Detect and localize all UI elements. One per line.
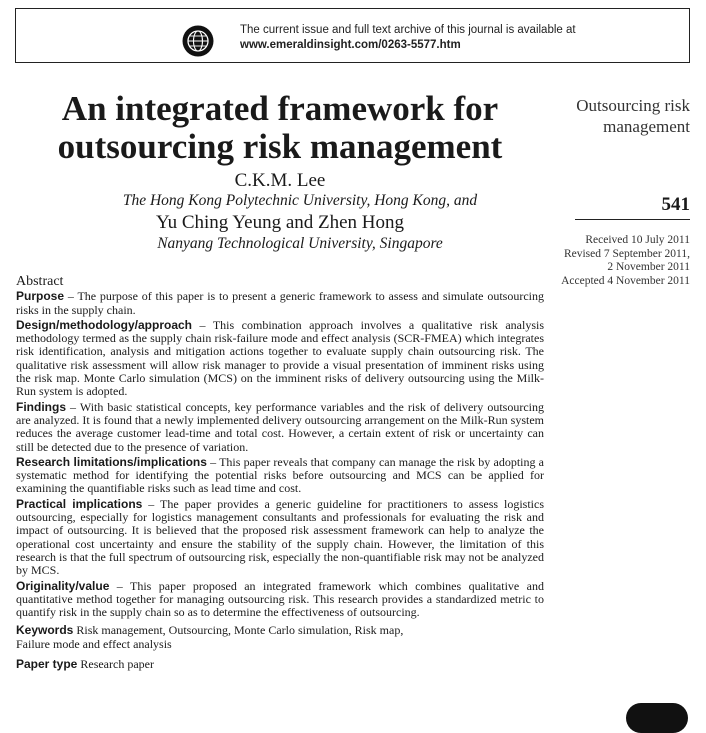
corner-badge [626,703,688,733]
history-revised-1: Revised 7 September 2011, [563,247,690,260]
banner-journal-url[interactable]: www.emeraldinsight.com/0263-5577.htm [240,39,461,51]
page-number-rule [575,219,690,220]
author-names-1: C.K.M. Lee [234,170,326,191]
abstract-label: Practical implications [16,496,143,511]
paper-type-label: Paper type [16,657,78,672]
abstract-label: Originality/value [16,578,110,593]
abstract-findings [16,401,544,454]
emerald-globe-icon [182,25,214,57]
paper-type-text: Research paper [77,657,154,672]
keywords-label: Keywords [16,623,74,638]
running-head-line-1: Outsourcing risk [576,96,690,115]
history-accepted: Accepted 4 November 2011 [561,274,690,287]
abstract-keywords [16,624,544,651]
article-history [561,234,690,288]
abstract-label: Findings [16,399,66,414]
abstract-label: Purpose [16,289,65,304]
banner-availability-text: The current issue and full text archive of this journal is available at [240,24,576,36]
article-title-line-2: outsourcing risk management [57,127,503,166]
author-affiliation-2: Nanyang Technological University, Singapore [157,235,443,252]
article-title [20,90,540,166]
abstract-limitations [16,456,544,496]
abstract-text: – The purpose of this paper is to present a generic framework to assess and simulate outsourcing risks in the supply chain. [16,289,544,317]
keywords-text: Risk management, Outsourcing, Monte Carlo simulation, Risk map, [73,623,404,638]
abstract-text: – This combination approach involves a qualitative risk analysis methodology termed as the supply chain risk-failure mode and effect analysis (SCR-FMEA) which integrates risk identification, analysis and mitigation actions together to evaluate supply chain outsourcing risk. The qualitative risk assessment will allow risk manager to provide a visual presentation of imminent risks using the risk map. Monte Carlo simulation (MCS) on the imminent risks of delivery outsourcing using the Milk-Run system is adopted. [16,317,544,399]
abstract-label: Design/methodology/approach [16,317,193,332]
keywords-text-2: Failure mode and effect analysis [16,636,172,651]
abstract-text: – The paper provides a generic guideline for practitioners to assess logistics outsourcing, especially for logistics management consultants and professionals for evaluating the risk and impact of outsourcing. It is believed that the proposed risk assessment framework can help to analyze the operational cost uncertainty and ensure the stability of the supply chain. However, the limitation of this research is that the full spectrum of outsourcing risk, especially the non-quantifiable risk may not be analyzed by MCS. [16,496,544,578]
author-names-2: Yu Ching Yeung and Zhen Hong [155,212,405,233]
abstract-originality [16,580,544,620]
history-revised-2: 2 November 2011 [607,261,690,273]
abstract-purpose [16,290,544,317]
abstract-text: – With basic statistical concepts, key performance variables and the risk of delivery outsourcing are analyzed. It is found that a newly implemented delivery outsourcing arrangement on the Milk-Run system reduces the average customer lead-time and total cost. However, a certain extent of risk or uncertainty can still be detected due to the presence of variation. [16,399,544,454]
article-title-line-1: An integrated framework for [61,89,499,128]
running-head [576,95,690,137]
abstract [16,275,544,673]
abstract-label: Research limitations/implications [16,454,207,469]
abstract-paper-type [16,658,544,671]
abstract-text: – This paper proposed an integrated framework which combines qualitative and quantitative method together for managing outsourcing risk. This research provides a standardized metric to quantify risk in the supply chain so as to determine the effectiveness of outsourcing. [16,578,544,620]
abstract-design [16,319,544,399]
abstract-practical [16,498,544,578]
abstract-heading: Abstract [16,274,64,289]
author-affiliation-1: The Hong Kong Polytechnic University, Hong Kong, and [122,192,478,209]
running-head-line-2: management [603,117,690,136]
journal-availability-banner [15,8,690,63]
history-received: Received 10 July 2011 [585,234,690,246]
abstract-text: – This paper reveals that company can manage the risk by adopting a systematic method for identifying the potential risks before outsourcing and MCS can be applied for examining the quantifiable risks such as lead time and cost. [16,454,545,496]
page-number: 541 [661,194,690,215]
